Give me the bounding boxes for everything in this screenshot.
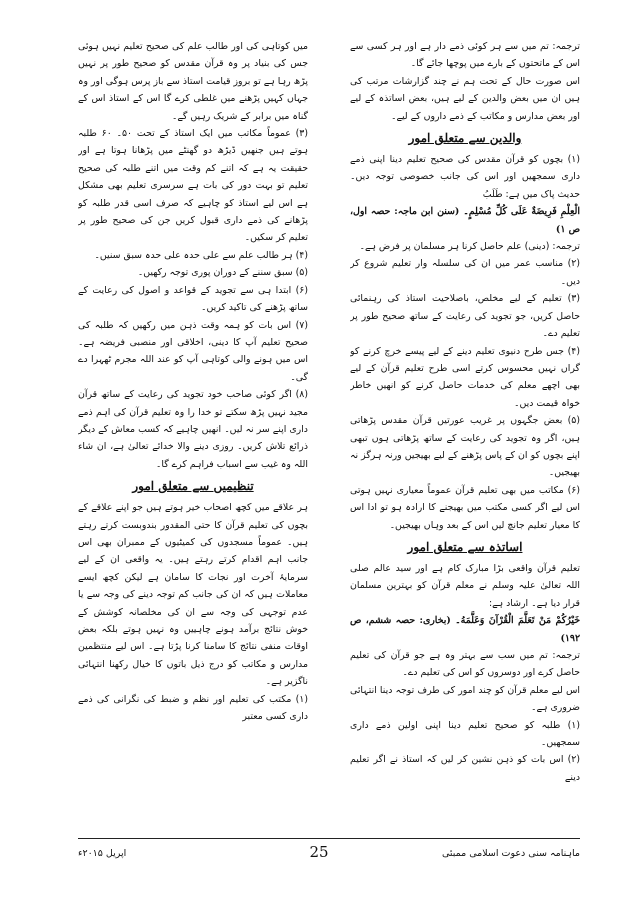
paragraph: ترجمہ: (دینی) علم حاصل کرنا ہر مسلمان پر فرض ہے۔: [359, 241, 580, 253]
page-number: 25: [309, 843, 329, 861]
footer-publication: ماہنامہ سنی دعوت اسلامی ممبئی: [441, 848, 580, 859]
paragraph: ترجمہ: تم میں سے ہر کوئی ذمے دار ہے اور ہر کسی سے اس کے ماتحتوں کے بارے میں پوچھا جائے گا۔: [350, 41, 580, 70]
paragraph: (۷) اس بات کو ہمہ وقت ذہن میں رکھیں کہ طلبہ کی صحیح تعلیم آپ کا دینی، اخلاقی اور منصبی فریضہ ہے۔ اس میں ہونے والی کوتاہی آپ کو عند اللہ مجرم ٹھہرا دے گی۔: [78, 319, 308, 383]
paragraph: (۲) مناسب عمر میں ان کی سلسلہ وار تعلیم شروع کر دیں۔: [350, 258, 580, 287]
paragraph: (۲) اس بات کو ذہن نشین کر لیں کہ استاذ نے اگر تعلیم دینے: [350, 754, 580, 783]
paragraph: (۳) تعلیم کے لیے مخلص، باصلاحیت استاذ کی رہنمائی حاصل کریں، جو تجوید کی رعایت کے ساتھ صحیح طور پر تعلیم دے۔: [350, 293, 580, 340]
section-heading: والدین سے متعلق امور: [408, 131, 522, 146]
paragraph: ترجمہ: تم میں سب سے بہتر وہ ہے جو قرآن کی تعلیم حاصل کرے اور دوسروں کو اس کی تعلیم دے۔: [350, 650, 580, 679]
section-heading: اساتذہ سے متعلق امور: [407, 539, 523, 554]
paragraph: اس صورت حال کے تحت ہم نے چند گزارشات مرتب کی ہیں ان میں بعض والدین کے لیے ہیں، بعض اساتذہ کے لیے اور بعض مدارس و مکاتب کے ذمے داروں کے لیے۔: [350, 75, 580, 122]
paragraph: (۶) مکاتب میں بھی تعلیم قرآن عموماً معیاری نہیں ہوتی اس لیے اگر کسی مکتب میں بھیجنے کا ارادہ ہو تو ادا اس کا معیار تعلیم جانچ لیں اس کے بعد وہاں بھیجیں۔: [350, 484, 580, 531]
paragraph: (۴) جس طرح دنیوی تعلیم دینے کے لیے پیسے خرچ کرنے کو گراں نہیں محسوس کرتے اسی طرح تعلیم قرآن کے لیے بھی اچھے معلم کی خدمات حاصل کرنے کو انھیں خاطر خواہ قیمت دیں۔: [350, 345, 580, 409]
hadith-quote: خَيْرُكُمْ مَنْ تَعَلَّمَ الْقُرْآنَ وَعَلَّمَهُ۔ (بخاری: حصہ ششم، ص ۱۹۲): [350, 615, 580, 644]
paragraph: میں کوتاہی کی اور طالب علم کی صحیح تعلیم نہیں ہوئی جس کی بنیاد پر وہ قرآن مقدس کو صحیح طور پر نہیں پڑھ رہا ہے تو بروز قیامت استاذ سے باز پرس ہوگی اور وہ جہاں کہیں پڑھنے میں غلطی کرے گا اس کے استاذ اس کے گناہ میں برابر کے شریک رہیں گے۔: [78, 41, 308, 122]
paragraph: (۱) مکتب کی تعلیم اور نظم و ضبط کی نگرانی کی ذمے داری کسی معتبر: [78, 693, 308, 723]
paragraph: ہر علاقے میں کچھ اصحاب خیر ہوتے ہیں جو اپنے علاقے کے بچوں کی تعلیم قرآن کا حتی المقدور بندوبست کرتے رہتے ہیں۔ عموماً مسجدوں کی کمیٹیوں کے ممبران بھی اس جانب اہم اقدام کرتے رہتے ہیں۔ یہ واقعی ان کے لیے سرمایۂ آخرت اور نجات کا سامان ہے لیکن کچھ ایسے معاملات ہیں کہ ان کی جانب کم توجہ دینے کی وجہ سے یا عدم توجہی کی وجہ سے ان کی مخلصانہ کوشش کے خوش نتائج برآمد ہونے چاہییں وہ نہیں ہوتے بلکہ بعض اوقات منفی نتائج کا سامنا کرنا پڑتا ہے۔ اس لیے منتظمین مدارس و مکاتب کو درج ذیل باتوں کا خیال رکھنا انتہائی ناگزیر ہے۔: [78, 502, 308, 688]
right-column: [350, 38, 580, 838]
paragraph: اس لیے معلم قرآن کو چند امور کی طرف توجہ دینا انتہائی ضروری ہے۔: [350, 684, 580, 714]
paragraph: (۴) ہر طالب علم سے علی حدہ علی حدہ سبق سنیں۔: [94, 249, 308, 261]
hadith-quote: الْعِلْمِ فَرِيضَةٌ عَلَى كُلِّ مُسْلِمٍ۔ (سنن ابن ماجہ: حصہ اول، ص ۱): [350, 206, 580, 235]
section-heading: تنظیمیں سے متعلق امور: [132, 479, 254, 494]
paragraph: (۵) بعض جگہوں پر غریب عورتیں قرآن مقدس پڑھاتی ہیں، اگر وہ تجوید کی رعایت کے ساتھ پڑھاتی ہوں تبھی اپنے بچوں کو ان کے پاس پڑھنے کے لیے بھیجیں ورنہ ہرگز نہ بھیجیں۔: [350, 415, 580, 479]
paragraph: (۸) اگر کوئی صاحب خود تجوید کی رعایت کے ساتھ قرآن مجید نہیں پڑھ سکتے تو خدا را وہ تعلیم قرآن کی اہم ذمے داری اپنے سر نہ لیں۔ انھیں چاہیے کہ کسب معاش کے دیگر ذرائع تلاش کریں۔ روزی دینے والا خدائے تعالیٰ ہے، ان شاء اللہ وہ غیب سے اسباب فراہم کرے گا۔: [78, 389, 308, 470]
paragraph: (۱) طلبہ کو صحیح تعلیم دینا اپنی اولین ذمے داری سمجھیں۔: [350, 719, 580, 749]
left-column: [78, 38, 308, 838]
paragraph: (۵) سبق سننے کے دوران پوری توجہ رکھیں۔: [137, 267, 308, 279]
paragraph: (۱) بچوں کو قرآن مقدس کی صحیح تعلیم دینا اپنی ذمے داری سمجھیں اور اس کی جانب خصوصی توجہ دیں۔ حدیث پاک میں ہے: طَلَبُ: [350, 154, 580, 200]
footer-date: اپریل ۲۰۱۵ء: [78, 848, 127, 859]
paragraph: (۳) عموماً مکاتب میں ایک استاذ کے تحت ۵۰۔ ۶۰ طلبہ ہوتے ہیں جنھیں ڈیڑھ دو گھنٹے میں پڑھانا ہوتا ہے اور حقیقت یہ ہے کہ اتنے کم وقت میں اتنے طلبہ کی صحیح تعلیم تو بہت دور کی بات ہے سرسری تعلیم بھی مشکل ہے اس لیے استاذ کو چاہیے کہ صرف اسی قدر طلبہ کو پڑھانے کی ذمے داری قبول کریں جن کی صحیح طور پر تعلیم کر سکیں۔: [78, 128, 308, 244]
footer-divider: [78, 838, 580, 839]
paragraph: تعلیم قرآن واقعی بڑا مبارک کام ہے اور سید عالم صلی اللہ تعالیٰ علیہ وسلم نے معلم قرآن کو بہترین مسلمان قرار دیا ہے۔ ارشاد ہے:: [350, 562, 580, 609]
paragraph: (۶) ابتدا ہی سے تجوید کے قواعد و اصول کی رعایت کے ساتھ پڑھنے کی تاکید کریں۔: [78, 284, 308, 314]
